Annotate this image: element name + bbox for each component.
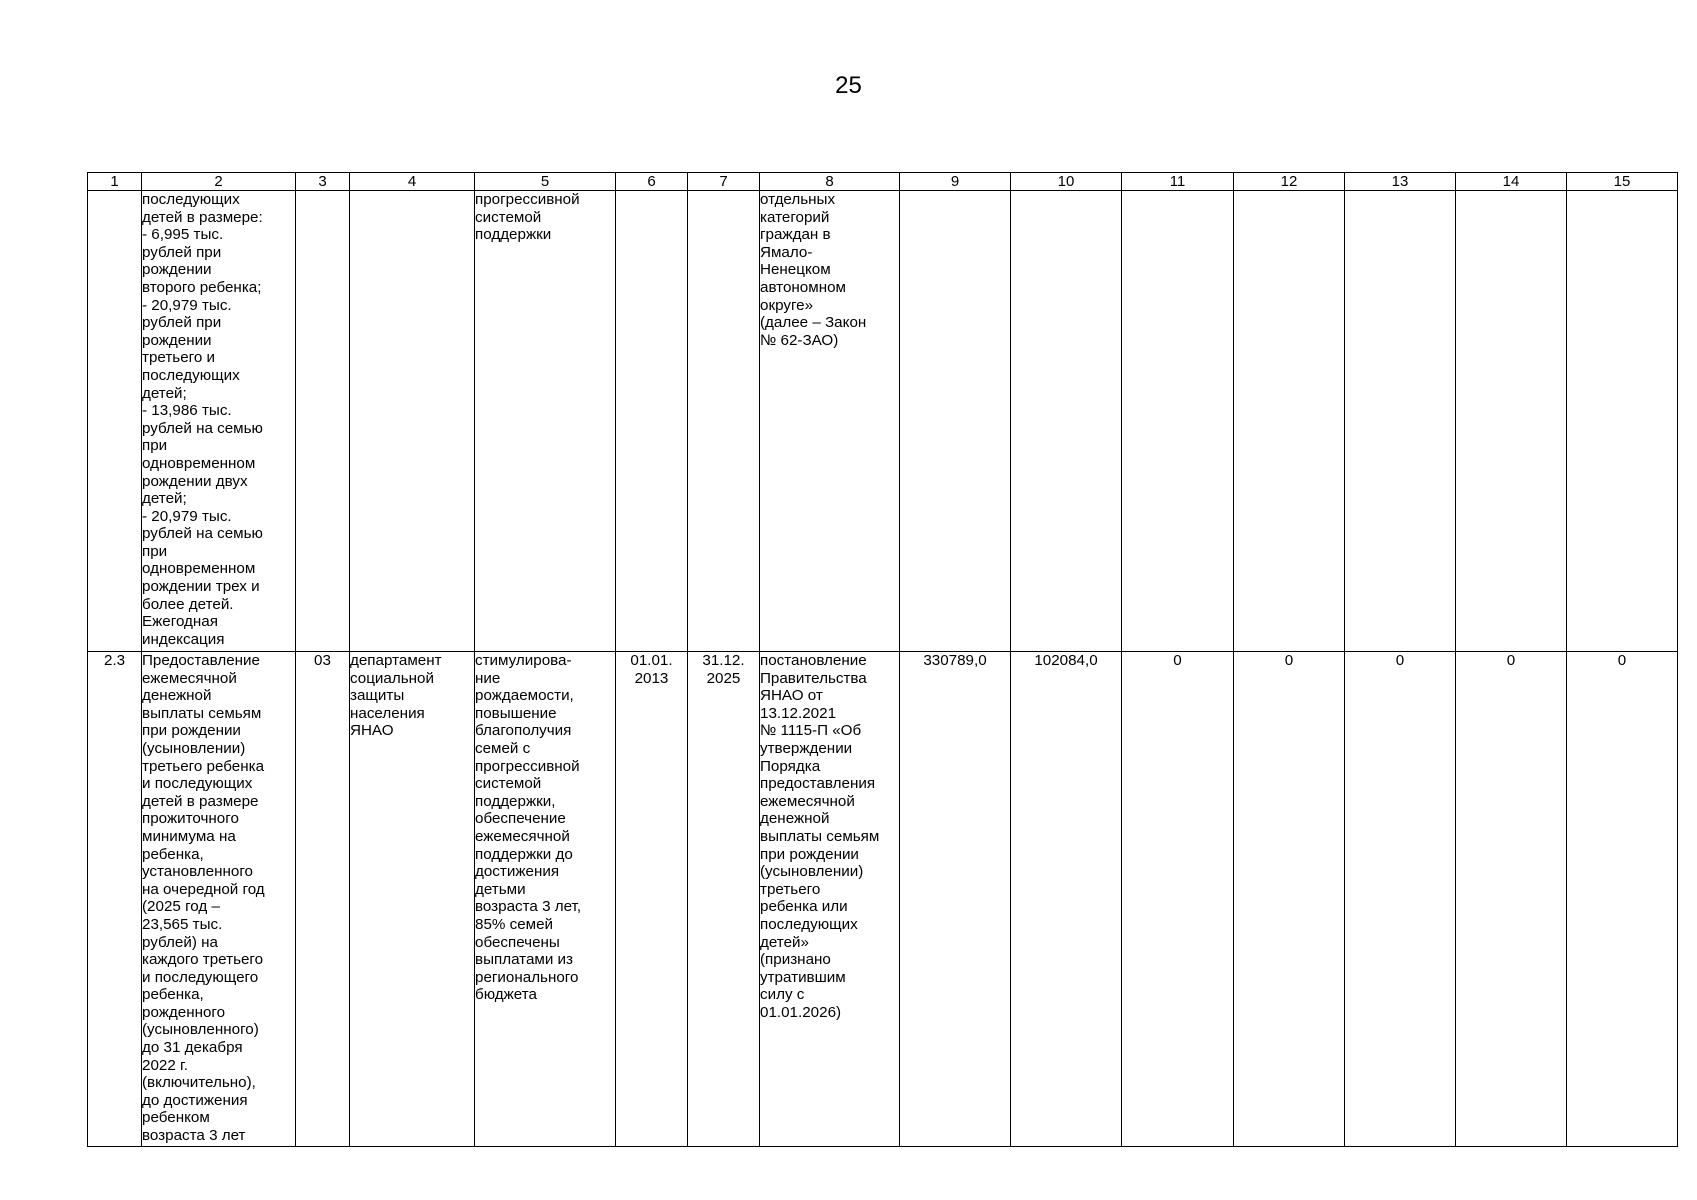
legal-basis-cell: отдельных категорий граждан в Ямало- Ненецком автономном округе» (далее – Закон № 62-ЗАО) bbox=[760, 191, 900, 652]
executor-cell: департамент социальной защиты населения ЯНАО bbox=[350, 652, 475, 1147]
column-number-header: 2 bbox=[142, 173, 296, 191]
funding-cell bbox=[1456, 191, 1567, 652]
end-date-cell bbox=[688, 191, 760, 652]
column-number-header: 10 bbox=[1011, 173, 1122, 191]
column-number-header: 15 bbox=[1567, 173, 1678, 191]
column-number-header: 8 bbox=[760, 173, 900, 191]
column-number-header: 3 bbox=[296, 173, 350, 191]
row-number-cell: 2.3 bbox=[88, 652, 142, 1147]
funding-cell bbox=[1567, 191, 1678, 652]
code-cell: 03 bbox=[296, 652, 350, 1147]
column-number-header: 13 bbox=[1345, 173, 1456, 191]
column-number-header: 7 bbox=[688, 173, 760, 191]
executor-cell bbox=[350, 191, 475, 652]
column-number-header: 14 bbox=[1456, 173, 1567, 191]
funding-cell bbox=[1234, 191, 1345, 652]
funding-cell: 0 bbox=[1234, 652, 1345, 1147]
table-row-2-3 bbox=[88, 652, 1678, 1147]
funding-cell: 0 bbox=[1456, 652, 1567, 1147]
expected-result-cell: прогрессивной системой поддержки bbox=[475, 191, 616, 652]
column-number-header: 1 bbox=[88, 173, 142, 191]
program-table bbox=[87, 172, 1678, 1147]
funding-cell: 0 bbox=[1345, 652, 1456, 1147]
funding-cell: 0 bbox=[1122, 652, 1234, 1147]
start-date-cell: 01.01. 2013 bbox=[616, 652, 688, 1147]
column-number-header: 11 bbox=[1122, 173, 1234, 191]
end-date-cell: 31.12. 2025 bbox=[688, 652, 760, 1147]
funding-cell: 102084,0 bbox=[1011, 652, 1122, 1147]
funding-cell: 330789,0 bbox=[900, 652, 1011, 1147]
legal-basis-cell: постановление Правительства ЯНАО от 13.12.2021 № 1115-П «Об утверждении Порядка предоставления ежемесячной денежной выплаты семьям при рождении (усыновлении) третьего ребенка или последующих детей» (признано утратившим силу с 01.01.2026) bbox=[760, 652, 900, 1147]
table-cell bbox=[296, 191, 350, 652]
page-number: 25 bbox=[835, 72, 862, 99]
column-number-row bbox=[88, 173, 1678, 191]
table-row-continuation bbox=[88, 191, 1678, 652]
funding-cell bbox=[1122, 191, 1234, 652]
column-number-header: 5 bbox=[475, 173, 616, 191]
measure-description-cell: последующих детей в размере: - 6,995 тыс. рублей при рождении второго ребенка; - 20,979 тыс. рублей при рождении третьего и последующих детей; - 13,986 тыс. рублей на семью при одновременном рождении двух детей; - 20,979 тыс. рублей на семью при одновременном рождении трех и более детей. Ежегодная индексация bbox=[142, 191, 296, 652]
expected-result-cell: стимулирова- ние рождаемости, повышение благополучия семей с прогрессивной системой поддержки, обеспечение ежемесячной поддержки до достижения детьми возраста 3 лет, 85% семей обеспечены выплатами из регионального бюджета bbox=[475, 652, 616, 1147]
column-number-header: 9 bbox=[900, 173, 1011, 191]
column-number-header: 12 bbox=[1234, 173, 1345, 191]
funding-cell: 0 bbox=[1567, 652, 1678, 1147]
table-cell bbox=[88, 191, 142, 652]
funding-cell bbox=[900, 191, 1011, 652]
column-number-header: 4 bbox=[350, 173, 475, 191]
measure-description-cell: Предоставление ежемесячной денежной выплаты семьям при рождении (усыновлении) третьего ребенка и последующих детей в размере прожиточного минимума на ребенка, установленного на очередной год (2025 год – 23,565 тыс. рублей) на каждого третьего и последующего ребенка, рожденного (усыновленного) до 31 декабря 2022 г. (включительно), до достижения ребенком возраста 3 лет bbox=[142, 652, 296, 1147]
start-date-cell bbox=[616, 191, 688, 652]
funding-cell bbox=[1345, 191, 1456, 652]
column-number-header: 6 bbox=[616, 173, 688, 191]
funding-cell bbox=[1011, 191, 1122, 652]
